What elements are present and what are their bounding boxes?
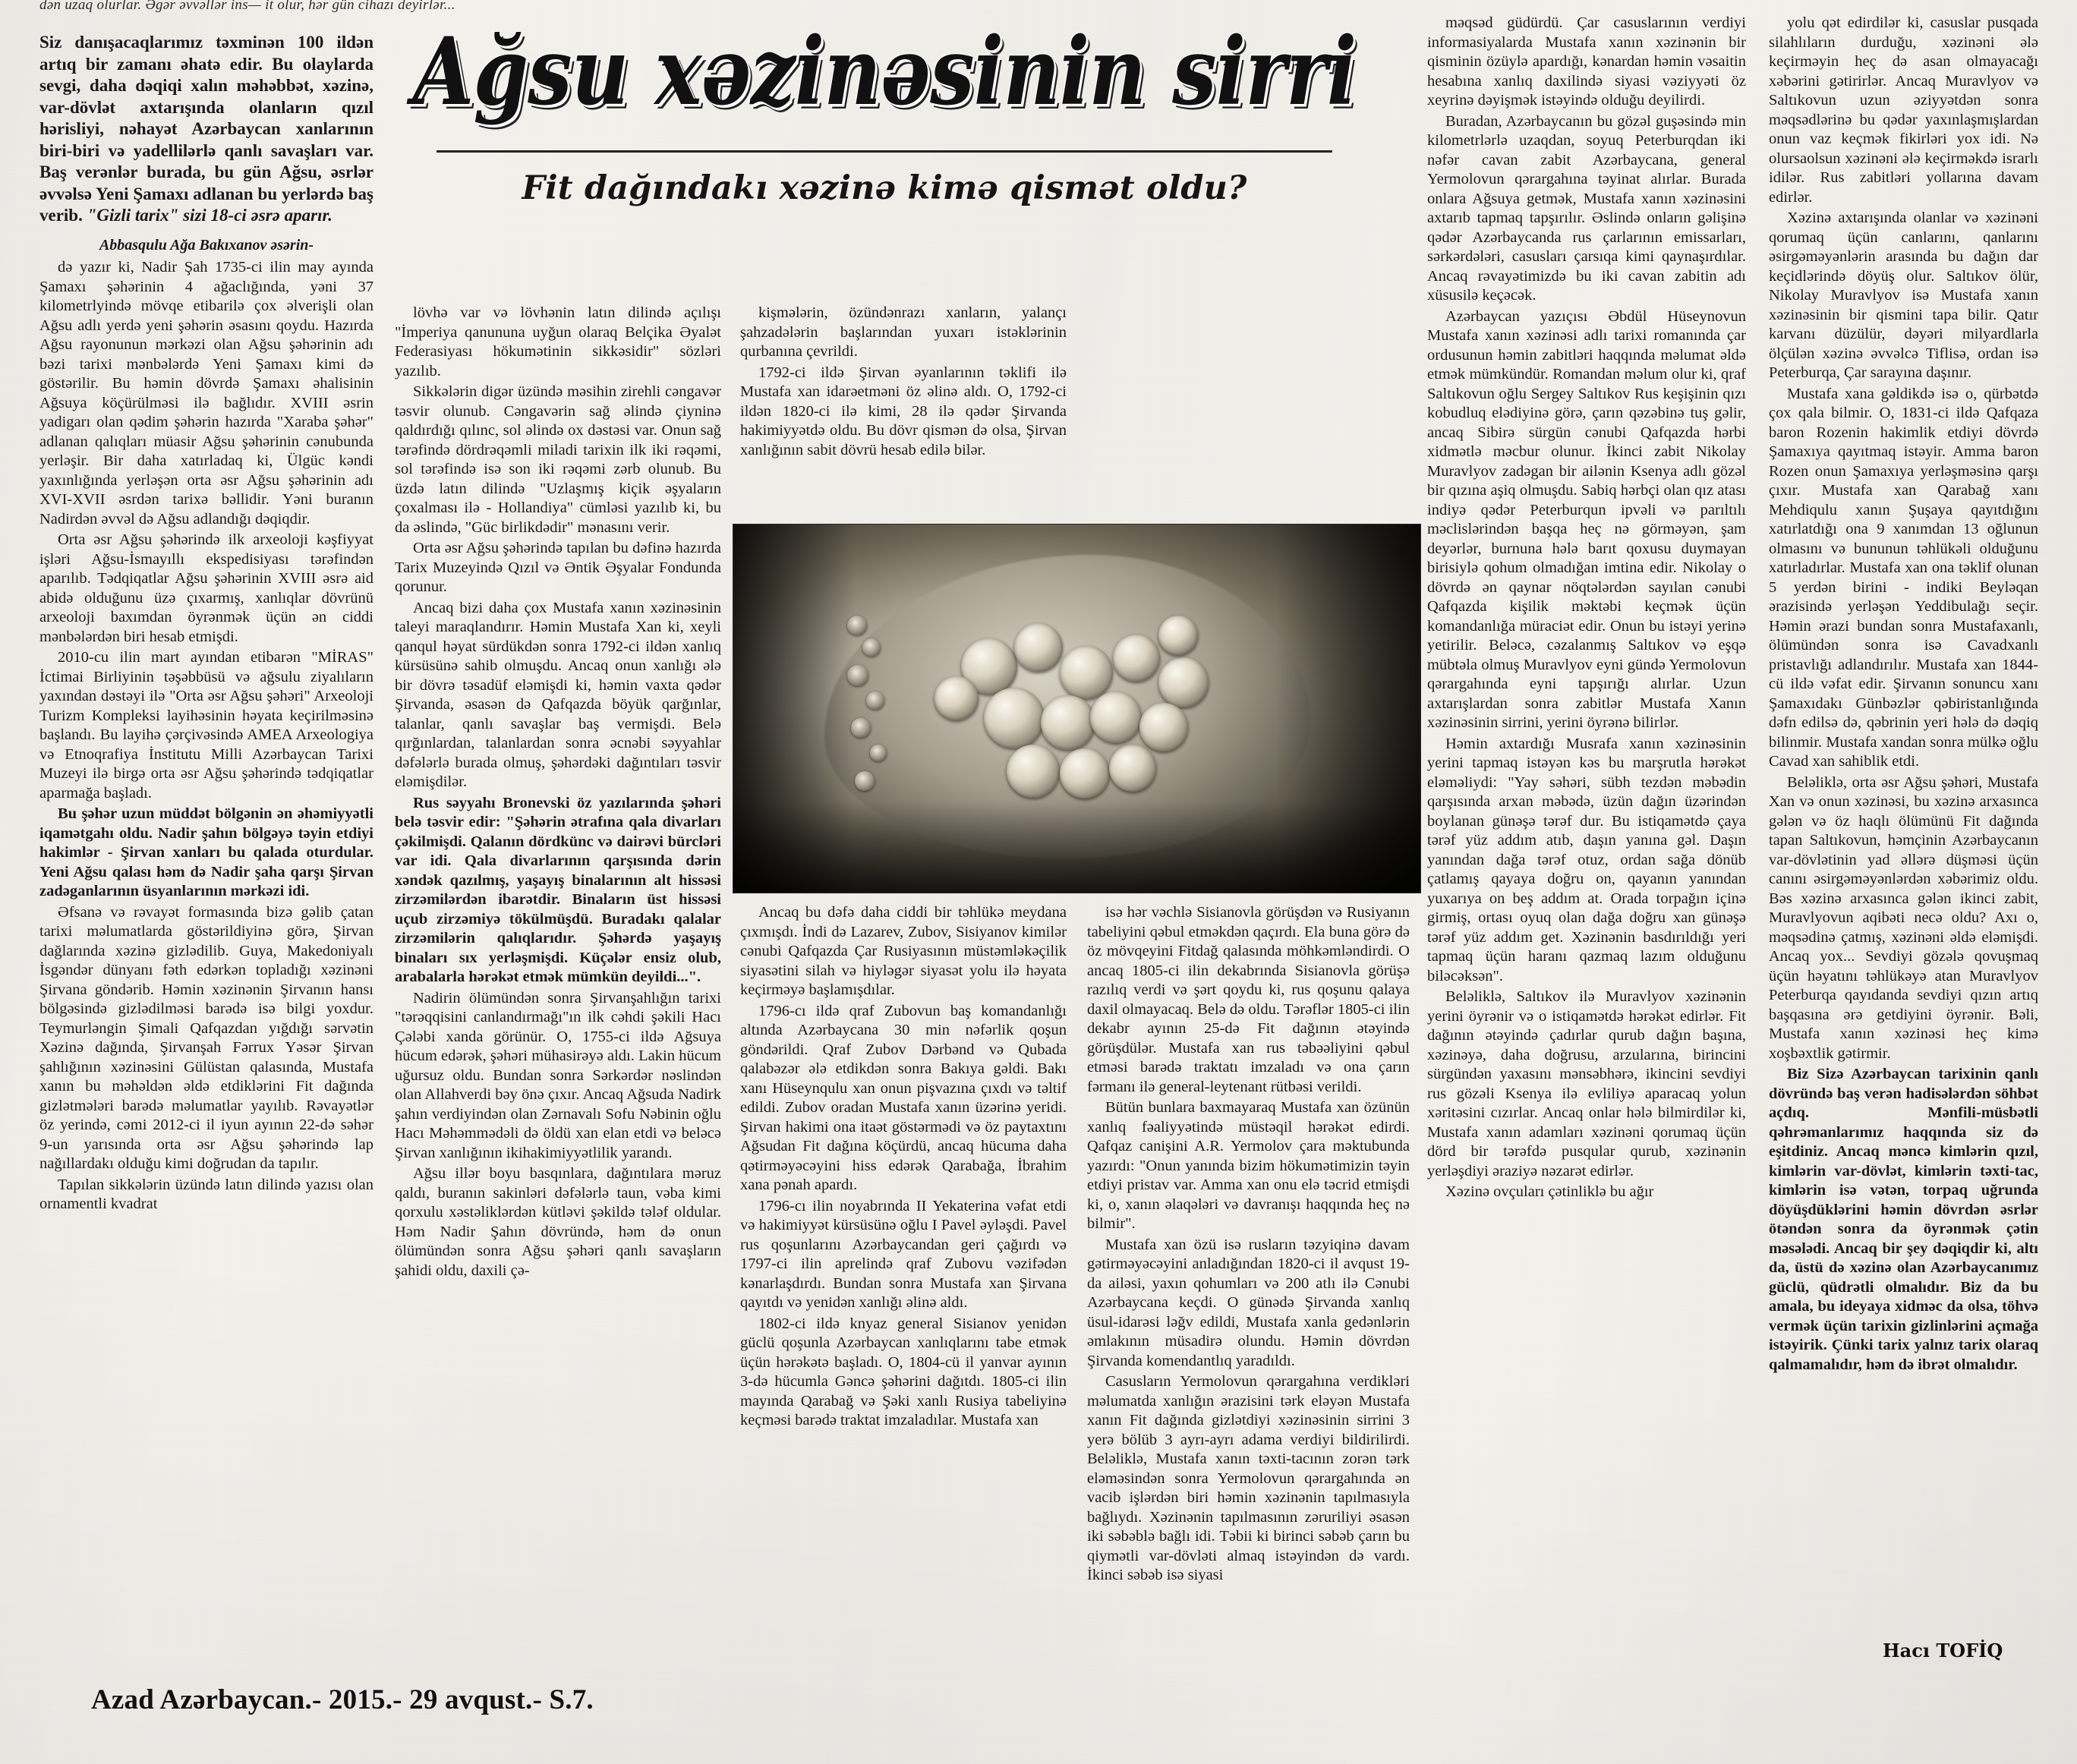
paragraph: Bütün bunlara baxmayaraq Mustafa xan özünün xanlıq fəaliyyətində müstəqil hərəkət edirdi. Qafqaz canişini A.R. Yermolov çara məktubunda yazırdı: "Onun yanında bizim hökumətimizin təyin etdiyi pristav var. Amma xan onu elə təcrid etmişdi ki, o, xanın əlaqələri və davranışı haqqında heç nə bilmir". — [1087, 1099, 1410, 1232]
paragraph: isə hər vəchlə Sisianovla görüşdən və Rusiyanın tabeliyini qəbul etməkdən qaçırdı. Ela buna görə də öz mövqeyini Fitdağ qalasında möhkəmləndirdi. O ancaq 1805-ci ilin dekabrında Sisianovla görüşə razılıq verdi və şərt qoydu ki, rus qoşunu qalaya daxil olmayacaq. Belə də oldu. Tərəflər 1805-ci ilin dekabr ayının 25-də Fit dağının ətəyində görüşdülər. Mustafa xan rus təbəəliyini qəbul etməsi barədə traktatı imzaladı və ona çarın fərmanı ilə general-leytenant rütbəsi verildi. — [1087, 904, 1410, 1095]
photo-shadow-bottom — [733, 802, 1420, 893]
paragraph: məqsəd güdürdü. Çar casuslarının verdiyi informasiyalarda Mustafa xanın xəzinənin bir qisminin özüylə apardığı, kənardan həmin vəsaitin hesabına xanlıq daxilində siyasi vəziyyəti öz xeyrinə dəyişmək istəyində olduğu deyilirdi. — [1427, 14, 1746, 109]
paragraph: Beləliklə, orta əsr Ağsu şəhəri, Mustafa Xan və onun xəzinəsi, bu xəzinə arxasınca gələn və öz haqlı ölümünü Fit dağında tapan Saltıkovun, həmçinin Azərbaycanın var-dövlətinin yad əllərə düşməsi üçün canını əsirgəməyənlərdən xəbərimiz oldu. Bəs xəzinə arxasınca gələn ikinci zabit, Muravlyovun aqibəti necə oldu? Axı o, məqsədinə çatmış, xəzinəni əldə eləmişdi. Ancaq yox... Sevdiyi gözələ qovuşmaq üçün həyatını təhlükəyə atan Muravlyov Peterburqa qayıdanda sevdiyi qızın artıq başqasına ərə getdiyini öyrənir. Bəli, Mustafa xanın xəzinəsi heç kimə xoşbəxtlik gətirmir. — [1769, 773, 2038, 1062]
paragraph: Mustafa xana gəldikdə isə o, qürbətdə çox qala bilmir. O, 1831-ci ildə Qafqaza baron Rozenin hakimlik etdiyi dövrdə Şamaxıya qayıtmaq istəyir. Amma baron Rozen onun Şamaxıya yerləşməsinə qarşı çıxır. Mustafa xan Qarabağ xanı Mehdiqulu xanın Şuşaya qayıtdığını xatırlatdığı ona 9 xanımdan 13 oğlunun olmasını və bununun təhlükəli olduğunu xatırladırlar. Mustafa xan ona təklif olunan 5 yerdən birini - indiki Beyləqan ərazisində yerləşən Yeddibulağı seçir. Həmin ərazi bundan sonra Mustafaxanlı, ölümündən sonra isə Cavadxanlı pristavlığı adlandırılır. Mustafa xan 1844-cü ildə vəfat edir. Şirvanın sonuncu xanı Şamaxıdakı Günbəzlər qəbiristanlığında dəfn edilsə də, qəbrinin yeri hələ də dəqiq bilinmir. Mustafa xandan sonra mülkə oğlu Cavad xan sahiblik etdi. — [1769, 385, 2038, 770]
paragraph: Casusların Yermolovun qərargahına verdikləri məlumatda xanlığın ərazisini tərk eləyən Mustafa xanın Fit dağında gizlətdiyi xəzinəsinin sirrini 3 yerə bölüb 3 ayrı-ayrı adama verdiyi bildirilirdi. Beləliklə, Mustafa xanın təxti-tacının zorən tərk eləməsindən sonra Yermolovun qərargahında ən vacib işlərdən biri həmin xəzinənin tapılmasıyla bağlıydı. Xəzinənin tapılmasının zəruriliyi əsasən iki səbəblə bağlı idi. Təbii ki birinci səbəb çarın bu qiymətli var-dövləti almaq istəyindən də vardı. İkinci səbəb isə siyasi — [1087, 1373, 1410, 1583]
coin — [1041, 695, 1095, 750]
headline-rule — [437, 150, 1332, 153]
paragraph: də yazır ki, Nadir Şah 1735-ci ilin may ayında Şamaxı şəhərinin 4 ağaclığında, yəni 37 kilometrlyində mövqe etibarilə çox əlverişli olan Ağsu adlı yerdə yeni şəhərin əsasını qoydu. Hazırda Ağsu rayonunun mərkəzi olan Ağsu şəhərinin adı bəzi tarixi mənbələrdə Yeni Şamaxı kimi də göstərilir. Bu həmin dövrdə Şamaxı əhalisinin Ağsuya köçürülməsi ilə bağlıdır. XVIII əsrin yadigarı olan qədim şəhərin hazırda "Xaraba şəhər" adlanan qalıqları müasir Ağsu şəhərinin cənubunda yerləşir. Bir daha xatırladaq ki, Ülgüc kəndi yaxınlığında yerləşən orta əsr Ağsu şəhərinin adı XVI-XVII əsrdən tarixə bəllidir. Yəni buranın Nadirdən əvvəl də Ağsu adlandığı dəqiqdir. — [39, 259, 373, 528]
chain-link — [855, 771, 875, 791]
chain-link — [862, 638, 881, 657]
coin — [1007, 745, 1060, 798]
lead-paragraph — [39, 32, 373, 227]
paragraph: Beləliklə, Saltıkov ilə Muravlyov xəzinənin yerini öyrənir və o istiqamətdə hərəkət edirlər. Fit dağının ətəyində çadırlar qurub dağın başına, xəzinəyə, daha doğrusu, arzularına, birincini sürgündən yaxasını mənsəbhərə, ikincini sevdiyi rus gözəli Ksenya ilə evliliyə aparacaq yolun xəritəsini cızırlar. Ancaq onlar hələ bilmirdilər ki, Mustafa xanın adamları xəzinəni qorumaq üçün dörd bir tərəfdə pusqular qurub, xəzinənin yerləşdiyi əraziyə nəzarət edirlər. — [1427, 988, 1746, 1180]
article-photo-coins-in-hand — [733, 524, 1421, 893]
paragraph: yolu qət edirdilər ki, casuslar pusqada silahlıların durduğu, xəzinəni ələ keçirməyin heç də asan olmayacağı xəbərini gətirirlər. Ancaq Muravlyov və Saltıkovun uzun əziyyətdən sonra məqsədlərinə bu qədər yaxınlaşmışlardan onun vaz keçmək fikirləri yox idi. Nə olursaolsun xəzinəni ələ keçirməkdə israrlı idilər. Rus zabitləri yollarına davam edirlər. — [1769, 14, 2038, 206]
paragraph-quote — [395, 794, 721, 988]
paragraph: Həmin axtardığı Musrafa xanın xəzinəsinin yerini tapmaq istəyən kəs bu marşrutla hərəkət eləməliydi: "Yay səhəri, sübh tezdən məbədin qarşısında arxan məbədə, üzün dağın üzərindən boylanan günəşə tərəf dur. Bu istiqamətdə çaya tərəf yüz addım atıb, daşın yanına gəl. Daşın yanından dağa tərəf otuz, ordan sağa dönüb çatlamış qayaya doğru on, qayanın yanından yuxarıya on beş addım at. Orada torpağın içinə girmiş, ortası oyuq olan dağa doğru xan günəşə tərəf yüz addım get. Xəzinənin basdırıldığı yeri tapmaq üçün haranı qazmaq lazım olduğunu biləcəksən". — [1427, 735, 1746, 984]
coin — [1060, 646, 1113, 699]
masthead — [380, 16, 1389, 208]
paragraph: Azərbaycan yazıçısı Əbdül Hüseynovun Mustafa xanın xəzinəsi adlı tarixi romanında çar ordusunun həmin zabitləri haqqında məlumat əldə etmək mümkündür. Romandan məlum olur ki, qraf Saltıkovun oğlu Sergey Saltıkov Rus keşişinin qızı kobudluq elədiyinə görə, çarın qəzəbinə tuş gəlir, ancaq Sibirə sürgün cənubi Qafqazda hərbi xidmətlə məcbur olunur. İkinci zabit Nikolay Muravlyov zadəgan bir ailənin Ksenya adlı gözəl bir qızına aşiq olmuşdu. Sabiq hərbçi olan qız atası indiyə qədər Peterburqun ipvəli və parıltılı məclislərindən başqa heç nə görməyən, şam deyərlər, burnuna hələ barıt qoxusu duymayan birisiylə qohum olmadığan imtina edir. Nikolay o dövrdə ən qaynar nöqtələrdən sayılan cənubi Qafqazda kişilik məktəbi keçmək üçün komandanlığa müraciət edir. Onun bu istəyi yerinə yetirilir. Beləcə, cəzalanmış Saltıkov və eşqə mübtəla olmuş Muravlyov eyni gündə Yermolovun qərargahında eyni tapşırığı alırlar. Uzun axtarışlardan sonra zabitlər Mustafa Xanın xəzinəsinin sirrini, yerini öyrənə bilirlər. — [1427, 307, 1746, 731]
paragraph: Tapılan sikkələrin üzündə latın dilində yazısı olan ornamentli kvadrat — [39, 1176, 373, 1212]
paragraph: Orta əsr Ağsu şəhərində tapılan bu dəfinə hazırda Tarix Muzeyində Qızıl və Əntik Əşyalar Fondunda qorunur. — [395, 540, 721, 595]
column-4 — [1087, 903, 1410, 1586]
column-5 — [1427, 14, 1746, 1202]
paragraph: Buradan, Azərbaycanın bu gözəl guşəsində min kilometrlərlə uzaqdan, soyuq Peterburqdan iki nəfər cavan zabit Azərbaycana, general Yermolovun qərargahına təyinat alırlar. Burada onlara Ağsuya getmək, Mustafa xanın xəzinəsini axtarıb tapmaq tapşırılır. Əslində onların gəlişinə qədər Azərbaycanda rus çarlarının emissarları, sərkərdələri, casusları çarsıqa kimi qaynaşırdılar. Ancaq rəvayətimizdə bu iki cavan zabitin adı xüsusilə keçəcək. — [1427, 112, 1746, 304]
paragraph: Xəzinə ovçuları çətinliklə bu ağır — [1445, 1183, 1654, 1200]
top-cut-text-left: dən uzaq olurlar. Əgər əvvəllər ins— it olur, hər gün cihazı deyirlər... — [39, 0, 455, 13]
paragraph: lövhə var və lövhənin latın dilində açılışı "İmperiya qanununa uyğun olaraq Belçika Əyalət Federasiyası hökumətinin sikkəsidir" sözləri yazılıb. — [395, 304, 721, 380]
paragraph: Mustafa xan özü isə rusların təzyiqinə davam gətirməyəcəyini anladığından 1820-ci il avqust 19-da ailəsi, yaxın qohumları və 200 atlı ilə Cənubi Azərbaycana keçdi. O günədə Şirvanda xanlıq üsul-idarəsi ləğv edildi, Mustafa xanla gedənlərin əmlakının müsadirə olundu. Həmin dövrdən Şirvanda komendantlıq yaradıldı. — [1087, 1236, 1410, 1369]
coin — [1158, 616, 1198, 655]
column-3 — [740, 304, 1067, 460]
chain-link — [870, 745, 887, 761]
column-3-lower — [740, 903, 1067, 1432]
byline-note: Abbasqulu Ağa Bakıxanov əsərin- — [99, 236, 314, 254]
paragraph: Xəzinə axtarışında olanlar və xəzinəni qorumaq üçün canlarını, qanlarını əsirgəməyənlərin arasında bu dağın dar keçidlərində döyüş olur. Saltıkov ölür, Nikolay Muravlyov isə Mustafa xanın xəzinəsinin bir qismini tapa bilir. Qatır karvanı düzülür, dəyəri milyardlarla ölçülən xəzinə əvvəlcə Tiflisə, ordan isə Peterburqa, Çar sarayına daşınır. — [1769, 209, 2038, 381]
paragraph: 2010-cu ilin mart ayından etibarən "MİRAS" İctimai Birliyinin təşəbbüsü və ağsulu ziyalıların yaxından dəstəyi ilə "Orta əsr Ağsu şəhəri" Arxeoloji Turizm Kompleksi layihəsinin həyata keçirilməsinə başlandı. Bu layihə çərçivəsində AMEA Arxeologiya və Etnoqrafiya İnstitutu Milli Azərbaycan Tarixi Muzeyi ilə birgə orta əsr Ağsu şəhərində tədqiqatlar aparmağa başladı. — [39, 649, 373, 802]
paragraph: 1796-cı ildə qraf Zubovun baş komandanlığı altında Azərbaycana 30 min nəfərlik qoşun göndərildi. Qraf Zubov Dərbənd və Qubada qalabəzər ələ etdikdən sonra Bakıya gəldi. Bakı xanı Hüseynqulu xan onun pişvazına çıxdı və təltif edildi. Zubov oradan Mustafa xanın üzərinə yeridi. Şirvan hakimi ona itaət göstərmədi və öz paytaxtını Ağsudan Fit dağına köçürdü, ancaq hücuma daha qətirməyəcəyini hiss edərək Qarabağa, İbrahim xana pənah apardı. — [740, 1002, 1067, 1193]
source-citation: Azad Azərbaycan.- 2015.- 29 avqust.- S.7. — [91, 1684, 594, 1715]
paragraph: Orta əsr Ağsu şəhərində ilk arxeoloji kəşfiyyat işləri Ağsu-İsmayıllı ekspedisiyası tərəfindən aparılıb. Tədqiqatlar Ağsu şəhərinin XVIII əsrə aid abidə olduğunu üzə çıxarmış, xanlıqlar dövrünü arxeoloji baxımdan öyrənmək üçün ən ciddi mənbələrdən biri hesab etmişdi. — [39, 531, 373, 645]
paragraph: Ağsu illər boyu basqınlara, dağıntılara məruz qaldı, buranın sakinləri dəfələrlə taun, vəba kimi qorxulu xəstəliklərdən kütləvi şəkildə tələf oldular. Həm Nadir Şahın dövründə, həm də onun ölümündən sonra Ağsu şəhəri qanlı savaşların şahidi oldu, daxili çə- — [395, 1165, 721, 1279]
paragraph-bold: Biz Sizə Azərbaycan tarixinin qanlı dövründə baş verən hadisələrdən söhbət açdıq. Mənfili-müsbətli qəhrəmanlarımız haqqında siz də eşitdiniz. Ancaq məncə kimlərin qızıl, kimlərin var-dövlət, kimlərin təxti-tac, kimlərin isə vətən, torpaq uğrunda döyüşdüklərini həmin dövrdən əsrlər ötəndən sonra da öyrənmək çətin məsələdi. Ancaq bir şey dəqiqdir ki, altı da, üstü də xəzinə olan Azərbaycanımız güclü, qüdrətli olmalıdır. Biz da bu amala, bu ideyaya xidməc da olsa, töhvə vermək üçün tarixin gizlinlərini açmağa istəyirik. Çünki tarix yalnız tarix olaraq qalmamalıdır, həm də ibrət olmalıdır. — [1769, 1066, 2038, 1373]
coin — [984, 688, 1045, 748]
paragraph: 1796-cı ilin noyabrında II Yekaterina vəfat etdi və hakimiyyət kürsüsünə oğlu I Pavel əyləşdi. Pavel rus qoşunlarını Azərbaycandan geri çağırdı və 1797-ci ilin aprelində qraf Zubovu vəzifədən kənarlaşdırdı. Bundan sonra Mustafa xan Şirvana qayıtdı və yenidən xanlığı əlinə aldı. — [740, 1197, 1067, 1311]
paragraph: Nadirin ölümündən sonra Şirvanşahlığın tarixi "tərəqqisini canlandırmağı"ın ilk cəhdi şəkili Hacı Çələbi xanda görünür. O, 1755-ci ildə Ağsuya hücum edərək, şəhəri mühasirəyə aldı. Lakin hücum uğursuz oldu. Bundan sonra Sərkərdər nəslindən olan Allahverdi bəy önə çıxır. Ancaq Ağsuda Nadirk şahın verdiyindən olan Zərnavalı Sofu Nəbinin oğlu Hacı Məhəmmədəli də öldü xan elan etdi və beləcə Şirvan xanlığının ikihakimiyyətlilik yarandı. — [395, 989, 721, 1161]
coin — [1158, 657, 1209, 707]
column-2 — [395, 304, 721, 1280]
headline: Ağsu xəzinəsinin sirri — [412, 16, 1357, 127]
lead-quote: "Gizli tarix" sizi 18-ci əsrə aparır. — [87, 206, 333, 225]
paragraph: kişmələrin, özündənrazı xanların, yalançı şahzadələrin başlarından yuxarı istəklərinin qurbanına çevrildi. — [740, 304, 1067, 360]
coin — [1014, 623, 1063, 672]
author-byline: Hacı TOFİQ — [1883, 1640, 2003, 1662]
paragraph-bold: Rus səyyahı Bronevski öz yazılarında şəhəri belə təsvir edir: "Şəhərin ətrafına qala divarları çəkilmişdi. Qalanın dördkünc və dairəvi bürcləri var idi. Qala divarlarının qarşısında dərin xəndək qazılmış, yaşayış binalarının alt hissəsi zirzəmilərdən ibarətdir. Binaların üst hissəsi uçub zirzəmiyə tökülmüşdü. Buradakı qalalar zirzəmilərin qalıqlarıdır. Şəhərdə yaşayış binaları sıx yerləşmişdi. Küçələr ensiz olub, arabalarla hərəkət etmək mümkün deyildi...". — [395, 794, 721, 985]
lead-text: Siz danışacaqlarımız təxminən 100 ildən artıq bir zamanı əhatə edir. Bu olaylarda sevgi, daha dəqiqi xalın məhəbbət, xəzinə, var-dövlət axtarışında olanların qızıl hərisliyi, nəhayət Azərbaycan xanlarının biri-biri və yadellilərlə qanlı savaşları var. Baş verənlər burada, bu gün Ağsu, əsrlər əvvəlsə Yeni Şamaxı adlanan bu yerlərdə baş verib. — [39, 33, 373, 225]
paragraph: Ancaq bu dəfə daha ciddi bir təhlükə meydana çıxmışdı. İndi də Lazarev, Zubov, Sisiyanov kimilər cənubi Qafqazda Çar Rusiyasının müstəmləkəçilik siyasətini silah və hiyləgər siyasət yolu ilə həyata keçirməyə başlamışdılar. — [740, 904, 1067, 998]
coin — [934, 676, 979, 720]
paragraph: Ancaq bizi daha çox Mustafa xanın xəzinəsinin taleyi maraqlandırır. Həmin Mustafa Xan ki, xeyli qanqul həyat sürdükdən sonra 1792-ci ildən xanlıq kürsüsünə sahib olmuşdu. Ancaq onun xanlığı ələ bir dövrə təsadüf eləmişdi ki, həmin vaxta qədər Şirvanda, əsasən də Qafqazda böyük qarğınlar, talanlar, qanlı savaşlar baş vermişdi. Belə qırğınlardan, talanlardan sonra əcnəbi səyyahlar dəfələrlə burada olmuş, şəhərdəki dağıntıları təsvir eləmişdilər. — [395, 599, 721, 790]
chain-link — [866, 691, 884, 710]
coin — [1139, 703, 1188, 751]
column-1 — [39, 32, 373, 1214]
paragraph-bold: Bu şəhər uzun müddət bölgənin ən əhəmiyyətli iqamətgahı oldu. Nadir şahın bölgəyə təyin etdiyi hakimlər - Şirvan xanları bu qalada oturdular. Yeni Ağsu qalası həm də Nadir şaha qarşı Şirvan zadəganlarının üsyanlarının mərkəzi idi. — [39, 805, 373, 899]
paragraph: 1792-ci ildə Şirvan əyanlarının təklifi ilə Mustafa xan idarəetməni öz əlinə aldı. O, 1792-ci ildən 1820-ci ilə kimi, 28 ilə qədər Şirvanda hakimiyyətdə oldu. Bu dövr qismən də olsa, Şirvan xanlığının sabit dövrü hesab edilə bilər. — [740, 364, 1067, 458]
subheadline: Fit dağındakı xəzinə kimə qismət oldu? — [522, 169, 1247, 208]
paragraph: Sikkələrin digər üzündə məsihin zirehli cəngavər təsvir olunub. Cəngavərin sağ əlində çiyninə qaldırdığı qılınc, sol əlində ox dəstəsi var. Onun sağ tərəfində dördrəqəmli miladi tarixin ilk iki rəqəmi, sol tərəfində isə son iki rəqəmi zərb olunub. Bu üzdə latın dilində "Uzlaşmış kiçik əşyaların çoxalması ilə - Hollandiya" cümləsi yazılıb ki, bu da əslində, "Güc birlikdədir" mənasını verir. — [395, 383, 721, 536]
coin — [1113, 635, 1160, 682]
paragraph: Əfsanə və rəvayət formasında bizə gəlib çatan tarixi məlumatlarda göstərildiyinə görə, Şirvan dağlarında xəzinə gizlədilib. Guya, Makedoniyalı İsgəndər dünyanı fəth edərkən topladığı xəzinəni Şirvana göndərib. Həmin xəzinənin Şirvanın hansı bölgəsində gizlədilməsi barədə isə bilgi yoxdur. Teymurləngin Şimali Qafqazdan yığdığı sərvətin Xəzinə dağında, Şirvanşah Fərrux Yəsər Şirvan şahlığının xəzinəsini Gülüstan qalasında, Mustafa xanın bu məhəldən əldə etdiklərini Fit dağında gizlətmələri barədə məlumatlar yayılıb. Rəvayətlər öz yerində, cəmi 2012-ci il iyun ayının 22-də səhər 9-un yarısında orta əsr Ağsu şəhərində lap nağıllardakı olduğu kimi doğrudan da tapılır. — [39, 903, 373, 1172]
paragraph: 1802-ci ildə knyaz general Sisianov yenidən güclü qoşunla Azərbaycan xanlıqlarını tabe etmək üçün hərəkətə başladı. O, 1804-cü il yanvar ayının 3-də hücumla Gəncə şəhərini dağıtdı. 1805-ci ilin mayında Qarabağ və Şəki xanlı Rusiya tabeliyinə keçməsi barədə traktat imzaladılar. Mustafa xan — [740, 1315, 1067, 1429]
coin — [1060, 748, 1110, 799]
coin — [1090, 691, 1142, 743]
coin — [1109, 745, 1156, 792]
column-6 — [1769, 14, 2038, 1375]
